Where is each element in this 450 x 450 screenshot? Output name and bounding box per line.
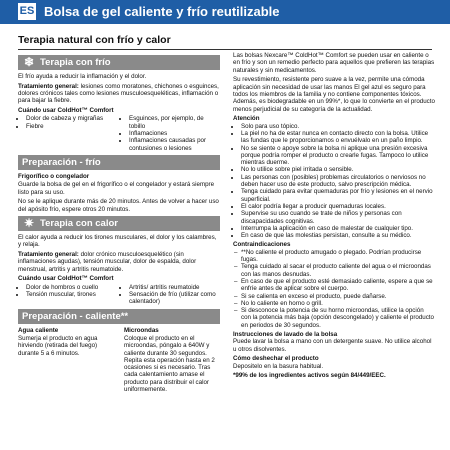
list-item: – Si desconoce la potencia de su horno microondas, utilice la opción con la potencia más baja (opción descongelado) y caliente el producto en periodos de 30 segundos. xyxy=(241,307,435,329)
hot-intro: El calor ayuda a reducir los tirones musculares, el dolor y los calambres, y relaja. xyxy=(18,233,217,249)
list-item: • Tensión muscular, tirones xyxy=(26,291,117,298)
intro-paragraph: Las bolsas Nexcare™ ColdHot™ Comfort se pueden usar en caliente o en frío y son un remedio perfecto para aquellos que prefieren las terapias naturales y sin medicamentos. xyxy=(233,52,435,74)
cold-prep-text: Guarde la bolsa de gel en el frigorífico o el congelador y estará siempre listo para su uso. xyxy=(18,181,215,196)
sun-icon: ✷ xyxy=(24,215,35,230)
list-item: • Solo para uso tópico. xyxy=(241,123,435,130)
list-item: • Inflamaciones xyxy=(129,130,220,137)
list-item: • La piel no ha de estar nunca en contacto directo con la bolsa. Utilice las fundas que le proporcionamos o envuélvalo en un paño limpio. xyxy=(241,130,435,145)
list-item: • No se siente o apoye sobre la bolsa ni aplique una presión excesiva porque podría romper el producto o crearle fugas. Tampoco lo utilice mientras duerme. xyxy=(241,145,435,167)
hot-water-text: Sumerja el producto en agua hirviendo (retirada del fuego) durante 5 a 6 minutos. xyxy=(18,334,98,357)
cold-uses-list-a xyxy=(18,115,117,151)
hot-treatment-label: Tratamiento general: xyxy=(18,251,79,259)
list-item: • Dolor de hombros o cuello xyxy=(26,284,117,291)
left-column xyxy=(18,52,220,393)
hot-uses-list-a xyxy=(18,284,117,306)
hot-treatment-text: dolor crónico musculoesquelético (sin inflamaciones agudas), tensión muscular, dolor de espalda, dolor menstrual, artritis y artritis reumatoide. xyxy=(18,251,197,273)
list-item: • Interrumpa la aplicación en caso de malestar de cualquier tipo. xyxy=(241,225,435,232)
hot-uses xyxy=(18,284,220,306)
hot-therapy-heading xyxy=(18,216,220,231)
list-item: • Supervise su uso cuando se trate de niños y personas con discapacidades cognitivas. xyxy=(241,210,435,225)
right-column xyxy=(233,52,435,382)
dispose-title: Cómo deshechar el producto xyxy=(233,355,319,363)
hot-uses-list-b xyxy=(121,284,220,306)
language-badge: ES xyxy=(18,3,36,20)
cold-prep-heading: Preparación - frío xyxy=(18,155,220,170)
attention-list xyxy=(233,123,435,240)
cold-therapy-heading-text: Terapia con frío xyxy=(40,57,111,68)
microwave-text: Coloque el producto en el microondas, póngalo a 640W y caliente durante 30 segundos. Repita esta operación hasta en 2 ocasiones si es necesario. Tras cada calentamiento amase el producto para distribuir el calor uniformemente. xyxy=(124,334,215,393)
list-item: • Tenga cuidado para evitar quemaduras por frío y lesiones en el nervio superficial. xyxy=(241,188,435,203)
list-item: • Inflamaciones causadas por contusiones o lesiones xyxy=(129,137,220,152)
cold-therapy-heading xyxy=(18,55,220,70)
cold-prep-sub: Frigorífico o congelador xyxy=(18,172,90,180)
hot-when-heading: Cuándo usar ColdHot™ Comfort xyxy=(18,275,114,283)
wash-title: Instrucciones de lavado de la bolsa xyxy=(233,330,338,338)
list-item: – No lo caliente en horno o grill. xyxy=(241,300,435,307)
list-item: – Si se calienta en exceso el producto, puede dañarse. xyxy=(241,293,435,300)
list-item: – **No caliente el producto amugado o plegado. Podrían producirse fugas. xyxy=(241,249,435,264)
cold-uses xyxy=(18,115,220,151)
hot-prep-heading: Preparación - caliente** xyxy=(18,309,220,324)
list-item: • Dolor de cabeza y migrañas xyxy=(26,115,117,122)
dispose-text: Depositelo en la basura habitual. xyxy=(233,362,324,370)
hot-water-title: Agua caliente xyxy=(18,326,59,334)
title-bar xyxy=(0,0,450,24)
document-subtitle: Terapia natural con frío y calor xyxy=(18,34,171,46)
cold-when-heading: Cuándo usar ColdHot™ Comfort xyxy=(18,107,114,115)
list-item: • Fiebre xyxy=(26,123,117,130)
hot-therapy-heading-text: Terapia con calor xyxy=(40,217,118,229)
list-item: • Artritis/ artritis reumatoide xyxy=(129,284,220,291)
cold-treatment-text: lesiones como moratones, chichones o esguinces, dolores crónicos tales como lesiones musculoesqueléticas, inflamación o para bajar la fiebre. xyxy=(18,82,219,105)
hot-prep-grid xyxy=(18,327,220,394)
snowflake-icon: ❄ xyxy=(24,55,35,69)
cold-prep-note: No se le aplique durante más de 20 minutos. Antes de volver a hacer uso del apósito frío, espere otros 20 minutos. xyxy=(18,198,219,213)
list-item: • Las personas con (posibles) problemas circulatorios o nerviosos no deben hacer uso de este producto, salvo prescripción médica. xyxy=(241,174,435,189)
cold-treatment xyxy=(18,83,220,105)
contraindications-title: Contraindicaciones xyxy=(233,241,291,249)
hot-treatment xyxy=(18,251,220,273)
wash-text: Puede lavar la bolsa a mano con un detergente suave. No utilice alcohol u otros disolventes. xyxy=(233,338,432,353)
description-paragraph: Su revestimiento, resistente pero suave a la vez, permite una cómoda aplicación sin necesidad de usar las manos El gel azul es seguro para todos los miembros de la familia y no contiene componentes tóxicos. Además, es biodegradable en un 99%*, lo que lo convierte en el producto menos perjudicial de su categoría de la actualidad. xyxy=(233,76,435,113)
list-item: • Esguinces, por ejemplo, de tobillo xyxy=(129,115,220,130)
attention-title: Atención xyxy=(233,115,260,123)
list-item: • El calor podría llegar a producir quemaduras locales. xyxy=(241,203,435,210)
divider xyxy=(18,49,432,50)
cold-treatment-label: Tratamiento general: xyxy=(18,82,79,90)
document-title: Bolsa de gel caliente y frío reutilizable xyxy=(44,4,280,19)
list-item: – Tenga cuidado al sacar el producto caliente del agua o el microondas con las manos desnudas. xyxy=(241,263,435,278)
microwave-block xyxy=(124,327,220,394)
cold-intro: El frío ayuda a reducir la inflamación y el dolor. xyxy=(18,73,147,80)
contraindications-list xyxy=(233,249,435,329)
footnote: *99% de los ingredientes activos según 84/449/EEC. xyxy=(233,372,386,380)
list-item: • No lo utilice sobre piel irritada o sensible. xyxy=(241,166,435,173)
cold-uses-list-b xyxy=(121,115,220,151)
list-item: • Sensación de frío (utilizar como calentador) xyxy=(129,291,220,306)
microwave-title: Microondas xyxy=(124,326,159,334)
hot-water-block xyxy=(18,327,114,394)
list-item: – En caso de que el producto esté demasiado caliente, espere a que se enfríe antes de aplicar sobre el cuerpo. xyxy=(241,278,435,293)
list-item: • En caso de que las molestias persistan, consulte a su médico. xyxy=(241,232,435,239)
